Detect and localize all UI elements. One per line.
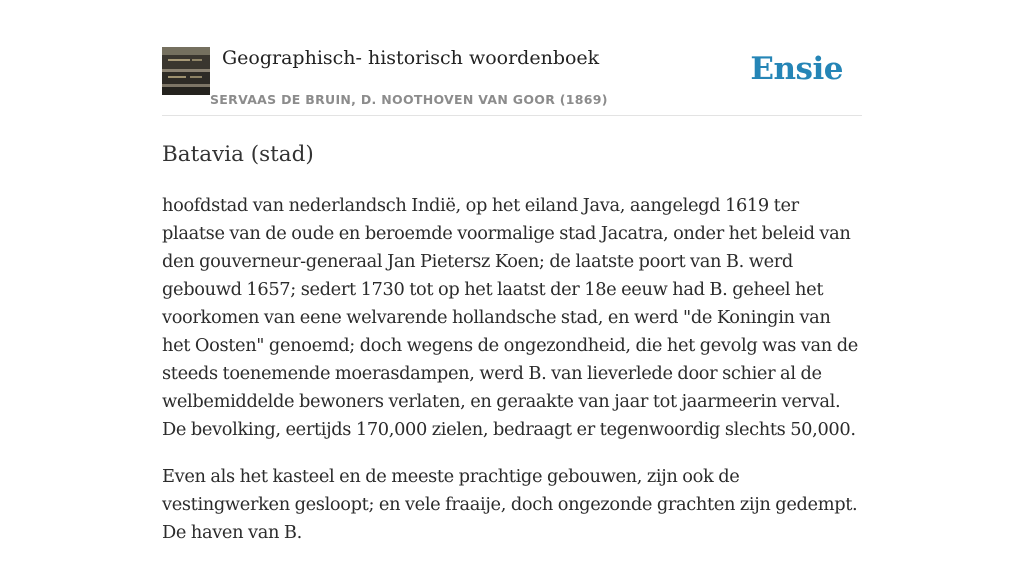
entry-paragraph: hoofdstad van nederlandsch Indië, op het eiland Java, aangelegd 1619 ter plaatse van de oude en beroemde voormalige stad Jacatra, onder het beleid van den gouverneur-generaal Jan Pietersz Koen; de laatste poort van B. werd gebouwd 1657; sedert 1730 tot op het laatst der 18e eeuw had B. geheel het voorkomen van eene welvarende hollandsche stad, en werd "de Koningin van het Oosten" genoemd; doch wegens de ongezondheid, die het gevolg was van de steeds toenemende moerasdampen, werd B. van lieverlede door schier al de welbemiddelde bewoners verlaten, en geraakte van jaar tot jaarmeerin verval. De bevolking, eertijds 170,000 zielen, bedraagt er tegenwoordig slechts 50,000. — [162, 195, 858, 440]
ensie-logo[interactable]: Ensie — [750, 51, 843, 87]
book-spines-icon — [162, 47, 210, 95]
book-cover-avatar[interactable] — [162, 47, 210, 95]
book-header — [162, 0, 862, 116]
page — [162, 0, 862, 543]
entry-paragraph: Even als het kasteel en de meeste prachtige gebouwen, zijn ook de vestingwerken gesloopt; en vele fraaije, doch ongezonde grachten zijn gedempt. De haven van B. — [162, 466, 858, 543]
book-title[interactable]: Geographisch- historisch woordenboek — [222, 47, 600, 69]
entry-body — [162, 192, 862, 566]
book-author[interactable]: SERVAAS DE BRUIN, D. NOOTHOVEN VAN GOOR (1869) — [210, 92, 608, 107]
entry-title: Batavia (stad) — [162, 142, 314, 167]
